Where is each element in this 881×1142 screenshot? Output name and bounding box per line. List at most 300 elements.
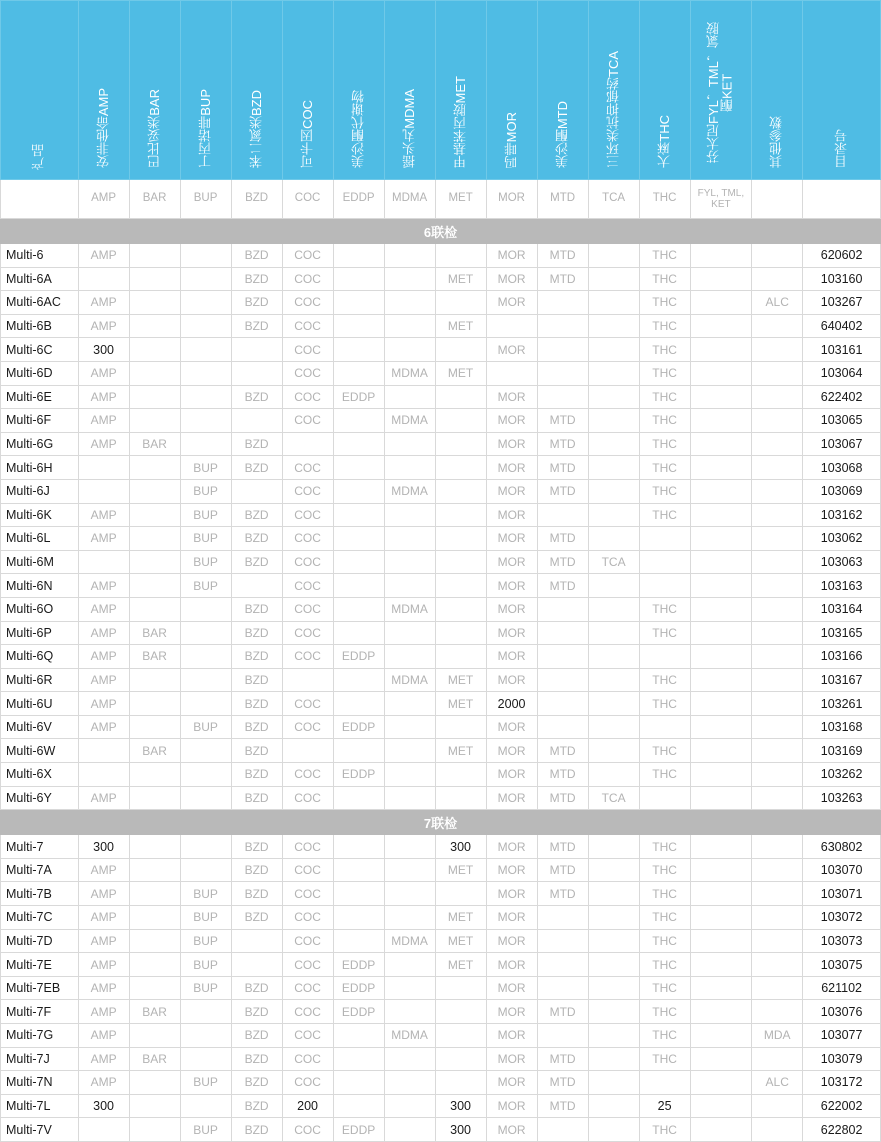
cell-met — [435, 621, 486, 645]
cell-mtd — [537, 715, 588, 739]
cell-mtd — [537, 291, 588, 315]
cell-catalog-number: 103068 — [803, 456, 881, 480]
cell-eddp — [333, 1024, 384, 1048]
cell-thc: THC — [639, 479, 690, 503]
cell-coc: COC — [282, 953, 333, 977]
cell-bar: BAR — [129, 1000, 180, 1024]
cell-coc: COC — [282, 314, 333, 338]
cell-bup — [180, 409, 231, 433]
cell-bzd: BZD — [231, 763, 282, 787]
cell-coc: COC — [282, 1024, 333, 1048]
table-header-row — [1, 1, 881, 180]
cell-fyl — [690, 244, 752, 268]
cell-amp: AMP — [78, 1047, 129, 1071]
cell-bzd — [231, 338, 282, 362]
column-header-bar — [129, 1, 180, 180]
table-row — [1, 409, 881, 433]
cell-mor: MOR — [486, 929, 537, 953]
cell-met — [435, 432, 486, 456]
cell-product: Multi-6AC — [1, 291, 79, 315]
cell-bzd: BZD — [231, 786, 282, 810]
cell-mor: MOR — [486, 550, 537, 574]
cell-thc: THC — [639, 314, 690, 338]
cell-mtd: MTD — [537, 550, 588, 574]
cell-bar — [129, 763, 180, 787]
cell-eddp — [333, 906, 384, 930]
cell-mtd: MTD — [537, 456, 588, 480]
cell-bup: BUP — [180, 953, 231, 977]
cell-product: Multi-6L — [1, 527, 79, 551]
cell-bzd: BZD — [231, 550, 282, 574]
cell-amp: AMP — [78, 715, 129, 739]
cell-thc: THC — [639, 361, 690, 385]
cell-tca — [588, 1094, 639, 1118]
cell-mtd: MTD — [537, 479, 588, 503]
cell-catalog-number: 103164 — [803, 597, 881, 621]
cell-mor: MOR — [486, 763, 537, 787]
cell-catalog-number: 103079 — [803, 1047, 881, 1071]
cell-product: Multi-7A — [1, 858, 79, 882]
cell-mtd — [537, 621, 588, 645]
cell-bzd: BZD — [231, 976, 282, 1000]
cell-fyl — [690, 550, 752, 574]
cell-mdma — [384, 882, 435, 906]
cell-other — [752, 739, 803, 763]
cell-catalog-number: 103160 — [803, 267, 881, 291]
cell-product: Multi-6A — [1, 267, 79, 291]
table-row — [1, 1071, 881, 1095]
cell-bzd: BZD — [231, 456, 282, 480]
cell-eddp — [333, 692, 384, 716]
column-header-text: 其他参数 — [769, 116, 785, 168]
cell-mtd: MTD — [537, 527, 588, 551]
cell-coc: COC — [282, 786, 333, 810]
cell-bar: BAR — [129, 432, 180, 456]
cell-other — [752, 267, 803, 291]
cell-tca — [588, 976, 639, 1000]
cell-amp: AMP — [78, 1000, 129, 1024]
cell-bar — [129, 503, 180, 527]
cell-product: Multi-6N — [1, 574, 79, 598]
column-abbr-bup: BUP — [180, 180, 231, 219]
cell-amp: 300 — [78, 338, 129, 362]
column-header-text: 丁丙诺啡BUP — [197, 89, 213, 168]
table-row — [1, 763, 881, 787]
cell-fyl — [690, 835, 752, 859]
cell-bar — [129, 527, 180, 551]
table-row — [1, 432, 881, 456]
column-header-text: 吗啡MOR — [503, 111, 519, 168]
cell-eddp — [333, 291, 384, 315]
cell-coc — [282, 739, 333, 763]
column-header-text: 甲基苯丙胺MET — [452, 75, 468, 168]
cell-tca — [588, 432, 639, 456]
cell-bar — [129, 361, 180, 385]
group-title: 6联检 — [1, 219, 881, 244]
cell-mor — [486, 314, 537, 338]
cell-met — [435, 244, 486, 268]
cell-amp — [78, 763, 129, 787]
cell-tca — [588, 858, 639, 882]
cell-tca — [588, 906, 639, 930]
cell-catalog-number: 103069 — [803, 479, 881, 503]
cell-fyl — [690, 338, 752, 362]
cell-bar — [129, 1024, 180, 1048]
cell-mdma — [384, 550, 435, 574]
cell-other — [752, 1094, 803, 1118]
cell-bzd — [231, 479, 282, 503]
cell-amp: AMP — [78, 668, 129, 692]
table-row — [1, 456, 881, 480]
cell-bzd: BZD — [231, 858, 282, 882]
cell-bar: BAR — [129, 1047, 180, 1071]
table-row — [1, 361, 881, 385]
cell-amp: AMP — [78, 314, 129, 338]
column-header-bzd — [231, 1, 282, 180]
cell-bar — [129, 314, 180, 338]
cell-fyl — [690, 692, 752, 716]
cell-amp: AMP — [78, 1071, 129, 1095]
cell-bar — [129, 291, 180, 315]
cell-bup — [180, 1094, 231, 1118]
cell-product: Multi-6V — [1, 715, 79, 739]
cell-met: 300 — [435, 1118, 486, 1142]
cell-mor: MOR — [486, 1094, 537, 1118]
cell-mtd — [537, 1024, 588, 1048]
table-row — [1, 645, 881, 669]
cell-eddp: EDDP — [333, 763, 384, 787]
cell-catalog-number: 103064 — [803, 361, 881, 385]
cell-met: MET — [435, 314, 486, 338]
table-row — [1, 668, 881, 692]
cell-mtd — [537, 953, 588, 977]
cell-other — [752, 1047, 803, 1071]
cell-catalog-number: 103076 — [803, 1000, 881, 1024]
column-abbr-mdma: MDMA — [384, 180, 435, 219]
table-row — [1, 715, 881, 739]
cell-bar — [129, 906, 180, 930]
cell-bup — [180, 668, 231, 692]
cell-mor: MOR — [486, 786, 537, 810]
cell-other — [752, 692, 803, 716]
cell-met — [435, 715, 486, 739]
cell-mor: MOR — [486, 645, 537, 669]
cell-coc: COC — [282, 1118, 333, 1142]
cell-fyl — [690, 668, 752, 692]
cell-other — [752, 361, 803, 385]
cell-eddp — [333, 527, 384, 551]
table-row — [1, 597, 881, 621]
cell-bar — [129, 976, 180, 1000]
cell-other — [752, 929, 803, 953]
cell-mor: MOR — [486, 527, 537, 551]
cell-mor: 2000 — [486, 692, 537, 716]
cell-other — [752, 668, 803, 692]
cell-mtd: MTD — [537, 858, 588, 882]
cell-mdma — [384, 456, 435, 480]
cell-coc: COC — [282, 574, 333, 598]
cell-mor: MOR — [486, 739, 537, 763]
cell-amp: AMP — [78, 1024, 129, 1048]
cell-fyl — [690, 1094, 752, 1118]
cell-coc: COC — [282, 597, 333, 621]
cell-mtd: MTD — [537, 574, 588, 598]
cell-catalog-number: 622802 — [803, 1118, 881, 1142]
cell-other: MDA — [752, 1024, 803, 1048]
cell-mor: MOR — [486, 574, 537, 598]
cell-fyl — [690, 621, 752, 645]
cell-fyl — [690, 763, 752, 787]
cell-other — [752, 976, 803, 1000]
cell-tca — [588, 291, 639, 315]
cell-bup — [180, 291, 231, 315]
cell-coc: 200 — [282, 1094, 333, 1118]
cell-eddp — [333, 267, 384, 291]
cell-product: Multi-6Q — [1, 645, 79, 669]
cell-bar: BAR — [129, 621, 180, 645]
cell-eddp — [333, 858, 384, 882]
cell-catalog-number: 103071 — [803, 882, 881, 906]
cell-thc: THC — [639, 1000, 690, 1024]
cell-other — [752, 1000, 803, 1024]
cell-bup — [180, 763, 231, 787]
cell-bar — [129, 479, 180, 503]
cell-bup — [180, 858, 231, 882]
cell-catalog-number: 103062 — [803, 527, 881, 551]
cell-mdma — [384, 432, 435, 456]
cell-other — [752, 621, 803, 645]
cell-met: 300 — [435, 1094, 486, 1118]
cell-mor: MOR — [486, 1047, 537, 1071]
cell-met — [435, 479, 486, 503]
column-header-text: 巴比妥类BAR — [146, 89, 162, 168]
cell-bzd: BZD — [231, 1000, 282, 1024]
cell-thc: THC — [639, 953, 690, 977]
column-abbr-bzd: BZD — [231, 180, 282, 219]
cell-tca — [588, 574, 639, 598]
cell-eddp — [333, 550, 384, 574]
cell-fyl — [690, 291, 752, 315]
table-row — [1, 692, 881, 716]
cell-mdma — [384, 314, 435, 338]
cell-catalog-number: 103070 — [803, 858, 881, 882]
cell-mor: MOR — [486, 409, 537, 433]
cell-tca — [588, 953, 639, 977]
cell-bar — [129, 338, 180, 362]
cell-other — [752, 432, 803, 456]
cell-coc: COC — [282, 244, 333, 268]
cell-bup: BUP — [180, 1118, 231, 1142]
cell-catalog-number: 103166 — [803, 645, 881, 669]
column-header-text: 美沙酮代谢物 — [350, 90, 366, 168]
cell-amp: AMP — [78, 692, 129, 716]
cell-tca — [588, 503, 639, 527]
cell-bar: BAR — [129, 739, 180, 763]
cell-bar — [129, 1118, 180, 1142]
cell-product: Multi-6X — [1, 763, 79, 787]
cell-other — [752, 786, 803, 810]
cell-other — [752, 597, 803, 621]
cell-product: Multi-6B — [1, 314, 79, 338]
cell-bar — [129, 1071, 180, 1095]
cell-met: MET — [435, 953, 486, 977]
cell-bup — [180, 645, 231, 669]
cell-bzd: BZD — [231, 385, 282, 409]
cell-amp — [78, 267, 129, 291]
cell-eddp: EDDP — [333, 715, 384, 739]
cell-catalog-number: 103161 — [803, 338, 881, 362]
cell-bar — [129, 550, 180, 574]
column-abbr-mor: MOR — [486, 180, 537, 219]
cell-met — [435, 503, 486, 527]
cell-product: Multi-7F — [1, 1000, 79, 1024]
cell-amp: AMP — [78, 361, 129, 385]
column-abbr-bar: BAR — [129, 180, 180, 219]
cell-eddp — [333, 432, 384, 456]
cell-fyl — [690, 715, 752, 739]
cell-eddp — [333, 786, 384, 810]
cell-met — [435, 1071, 486, 1095]
cell-bup — [180, 244, 231, 268]
cell-mdma: MDMA — [384, 668, 435, 692]
cell-thc: THC — [639, 456, 690, 480]
cell-eddp — [333, 314, 384, 338]
column-header-catalog — [803, 1, 881, 180]
table-row — [1, 786, 881, 810]
cell-eddp — [333, 739, 384, 763]
cell-bzd — [231, 953, 282, 977]
group-title: 7联检 — [1, 810, 881, 835]
cell-product: Multi-6K — [1, 503, 79, 527]
cell-tca — [588, 1071, 639, 1095]
cell-met — [435, 338, 486, 362]
table-row — [1, 1000, 881, 1024]
cell-bar — [129, 409, 180, 433]
cell-coc: COC — [282, 338, 333, 362]
cell-mdma — [384, 715, 435, 739]
cell-coc: COC — [282, 479, 333, 503]
cell-mdma — [384, 267, 435, 291]
column-abbr-eddp: EDDP — [333, 180, 384, 219]
cell-thc — [639, 527, 690, 551]
cell-catalog-number: 622002 — [803, 1094, 881, 1118]
cell-thc: THC — [639, 858, 690, 882]
cell-mdma — [384, 953, 435, 977]
cell-amp: AMP — [78, 574, 129, 598]
cell-catalog-number: 103063 — [803, 550, 881, 574]
table-row — [1, 929, 881, 953]
cell-mor: MOR — [486, 597, 537, 621]
cell-tca — [588, 645, 639, 669]
column-header-fyl — [690, 1, 752, 180]
cell-other — [752, 645, 803, 669]
cell-met: MET — [435, 929, 486, 953]
cell-bup — [180, 739, 231, 763]
cell-tca — [588, 739, 639, 763]
cell-catalog-number: 103077 — [803, 1024, 881, 1048]
cell-product: Multi-6W — [1, 739, 79, 763]
cell-bup: BUP — [180, 456, 231, 480]
cell-product: Multi-6Y — [1, 786, 79, 810]
cell-amp: AMP — [78, 621, 129, 645]
cell-mdma — [384, 291, 435, 315]
cell-fyl — [690, 479, 752, 503]
cell-mtd: MTD — [537, 835, 588, 859]
cell-amp: 300 — [78, 1094, 129, 1118]
cell-amp: AMP — [78, 503, 129, 527]
cell-fyl — [690, 1071, 752, 1095]
cell-coc: COC — [282, 291, 333, 315]
cell-product: Multi-6M — [1, 550, 79, 574]
cell-thc: 25 — [639, 1094, 690, 1118]
cell-bar — [129, 574, 180, 598]
cell-bup — [180, 1000, 231, 1024]
cell-mtd — [537, 929, 588, 953]
cell-other — [752, 574, 803, 598]
cell-other — [752, 835, 803, 859]
cell-bar — [129, 668, 180, 692]
cell-thc: THC — [639, 668, 690, 692]
column-header-mtd — [537, 1, 588, 180]
cell-catalog-number: 103263 — [803, 786, 881, 810]
cell-met — [435, 786, 486, 810]
cell-tca — [588, 1118, 639, 1142]
cell-product: Multi-7C — [1, 906, 79, 930]
cell-coc: COC — [282, 906, 333, 930]
cell-tca — [588, 1000, 639, 1024]
cell-eddp — [333, 574, 384, 598]
cell-amp — [78, 479, 129, 503]
cell-bzd: BZD — [231, 1094, 282, 1118]
cell-eddp — [333, 244, 384, 268]
cell-catalog-number: 103162 — [803, 503, 881, 527]
cell-coc: COC — [282, 1000, 333, 1024]
column-abbr-coc: COC — [282, 180, 333, 219]
cell-met — [435, 1047, 486, 1071]
table-row — [1, 976, 881, 1000]
cell-thc — [639, 715, 690, 739]
cell-bzd: BZD — [231, 503, 282, 527]
table-row — [1, 291, 881, 315]
table-row — [1, 858, 881, 882]
cell-fyl — [690, 597, 752, 621]
cell-bzd — [231, 361, 282, 385]
cell-eddp — [333, 1071, 384, 1095]
cell-thc: THC — [639, 385, 690, 409]
cell-bar — [129, 692, 180, 716]
cell-bzd — [231, 929, 282, 953]
column-header-tca — [588, 1, 639, 180]
column-header-product — [1, 1, 79, 180]
cell-mdma — [384, 858, 435, 882]
cell-tca — [588, 314, 639, 338]
table-row — [1, 338, 881, 362]
cell-coc: COC — [282, 715, 333, 739]
cell-bup — [180, 385, 231, 409]
cell-met: 300 — [435, 835, 486, 859]
cell-met — [435, 597, 486, 621]
cell-catalog-number: 103167 — [803, 668, 881, 692]
cell-mdma — [384, 763, 435, 787]
cell-other: ALC — [752, 1071, 803, 1095]
cell-mtd: MTD — [537, 1000, 588, 1024]
cell-bar — [129, 929, 180, 953]
cell-fyl — [690, 739, 752, 763]
cell-product: Multi-7D — [1, 929, 79, 953]
cell-mor: MOR — [486, 715, 537, 739]
cell-bzd: BZD — [231, 267, 282, 291]
cell-eddp — [333, 338, 384, 362]
